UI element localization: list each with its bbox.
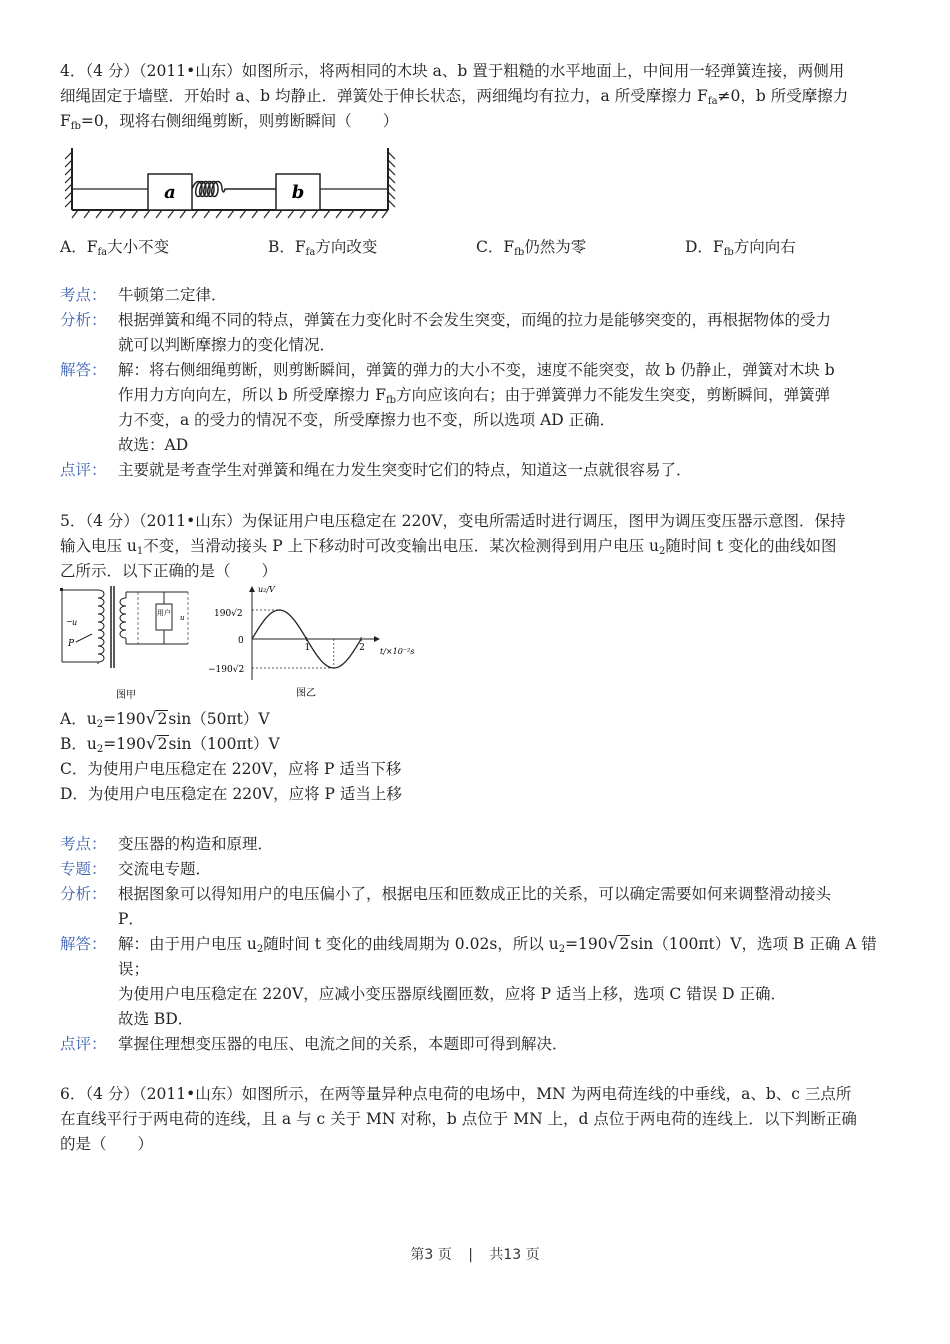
q4-figure xyxy=(64,144,398,224)
q5-kaodian: 变压器的构造和原理． xyxy=(118,835,274,853)
q4-stem-line1: 4．（4 分）（2011•山东）如图所示，将两相同的木块 a、b 置于粗糙的水平地面上，中间用一轻弹簧连接，两侧用 xyxy=(60,62,845,80)
q4-kaodian-label: 考点： xyxy=(60,286,107,304)
q4-fenxi-line2: 就可以判断摩擦力的变化情况． xyxy=(118,336,336,354)
graph-zero: 0 xyxy=(238,636,244,646)
q4-stem-line3: $F_{fb}=0$，现将右侧细绳剪断，则剪断瞬间（ ） xyxy=(60,112,399,132)
user-label: 用户 xyxy=(157,609,171,617)
svg-text:P: P xyxy=(68,639,75,649)
spring-icon xyxy=(192,182,276,197)
q5-jieda-line2: 误； xyxy=(118,960,150,978)
q4-dianping-label: 点评： xyxy=(60,461,107,479)
q5-option-a: A．$u_2=190√2\sin(50\pi t)V$ xyxy=(60,709,270,730)
q4-stem-line2: 细绳固定于墙壁．开始时 a、b 均静止．弹簧处于伸长状态，两细绳均有拉力，a 所受摩擦力 $F_{fa}\ne 0$，b 所受摩擦力 xyxy=(60,87,849,107)
graph-x-tick-label: 2 xyxy=(359,643,365,653)
q5-dianping: 掌握住理想变压器的电压、电流之间的关系，本题即可得到解决． xyxy=(118,1035,568,1053)
q5-stem-line3: 乙所示．以下正确的是（ ） xyxy=(60,562,278,580)
q5-stem-line1: 5．（4 分）（2011•山东）为保证用户电压稳定在 220V，变电所需适时进行调压，图甲为调压变压器示意图．保持 xyxy=(60,512,846,530)
q5-option-b: B．$u_2=190√2\sin(100\pi t)V$ xyxy=(60,734,280,755)
fig1-caption: 图甲 xyxy=(116,690,136,701)
q4-option-a: A．$F_{fa}$大小不变 xyxy=(60,238,170,258)
graph-xlabel: t/×10⁻²s xyxy=(380,647,415,656)
q4-dianping: 主要就是考查学生对弹簧和绳在力发生突变时它们的特点，知道这一点就很容易了． xyxy=(118,461,692,479)
q4-option-c: C．$F_{fb}$仍然为零 xyxy=(476,238,587,258)
q6-stem-line1: 6．（4 分）（2011•山东）如图所示，在两等量异种点电荷的电场中，MN 为两电荷连线的中垂线，a、b、c 三点所 xyxy=(60,1085,852,1103)
q4-jieda-line4: 故选：AD xyxy=(118,436,189,454)
q4-jieda-line2: 作用力方向向左，所以 b 所受摩擦力 $F_{fb}$方向应该向右；由于弹簧弹力不能发生突变，剪断瞬间，弹簧弹 xyxy=(118,386,831,406)
q4-jieda-label: 解答： xyxy=(60,361,107,379)
footer-separator: | xyxy=(468,1247,473,1263)
q5-zhuanti-label: 专题： xyxy=(60,860,107,878)
svg-text:u: u xyxy=(72,618,78,627)
q6-stem-line2: 在直线平行于两电荷的连线，且 a 与 c 关于 MN 对称，b 点位于 MN 上，d 点位于两电荷的连线上．以下判断正确 xyxy=(60,1110,857,1128)
graph-ymin: −190√2 xyxy=(208,665,245,675)
q5-voltage-graph xyxy=(200,582,450,706)
fig2-caption: 图乙 xyxy=(296,688,316,699)
q5-stem-line2: 输入电压 $u_1$不变，当滑动接头 P 上下移动时可改变输出电压．某次检测得到用户电压 $u_2$随时间 t 变化的曲线如图 xyxy=(60,537,837,557)
q4-jieda-line3: 力不变，a 的受力的情况不变，所受摩擦力也不变，所以选项 AD 正确． xyxy=(118,411,616,429)
primary-coil-icon xyxy=(98,590,104,662)
page-footer xyxy=(0,1244,950,1264)
q5-jieda-label: 解答： xyxy=(60,935,107,953)
graph-x-tick-label: 1 xyxy=(304,643,311,653)
secondary-coil-icon xyxy=(120,598,126,638)
q4-option-b: B．$F_{fa}$方向改变 xyxy=(268,238,378,258)
q5-fenxi-label: 分析： xyxy=(60,885,107,903)
q5-jieda-line1: 解：由于用户电压 $u_2$随时间 t 变化的曲线周期为 0.02s，所以 $u_2=190√2\sin(100\pi t)V$，选项 B 正确 A 错 xyxy=(118,934,877,955)
graph-ylabel: u₂/V xyxy=(258,585,275,594)
q6-stem-line3: 的是（ ） xyxy=(60,1135,154,1153)
q5-option-c: C．为使用户电压稳定在 220V，应将 P 适当下移 xyxy=(60,760,402,778)
q5-dianping-label: 点评： xyxy=(60,1035,107,1053)
q5-fenxi-line2: P． xyxy=(118,910,144,928)
svg-text:~: ~ xyxy=(66,617,73,626)
svg-text:a: a xyxy=(164,182,176,203)
q5-transformer-figure xyxy=(58,584,208,706)
page-number: 第3 页 xyxy=(410,1247,452,1263)
q5-fenxi-line1: 根据图象可以得知用户的电压偏小了，根据电压和匝数成正比的关系，可以确定需要如何来调整滑动接头 xyxy=(118,885,832,903)
q5-jieda-line4: 故选 BD． xyxy=(118,1010,194,1028)
q4-jieda-line1: 解：将右侧细绳剪断，则剪断瞬间，弹簧的弹力的大小不变，速度不能突变，故 b 仍静止，弹簧对木块 b xyxy=(118,361,835,379)
q4-option-d: D．$F_{fb}$方向向右 xyxy=(685,238,796,258)
q4-fenxi-label: 分析： xyxy=(60,311,107,329)
q5-zhuanti: 交流电专题． xyxy=(118,860,212,878)
q5-kaodian-label: 考点： xyxy=(60,835,107,853)
q5-jieda-line3: 为使用户电压稳定在 220V，应减小变压器原线圈匝数，应将 P 适当上移，选项 C 错误 D 正确． xyxy=(118,985,786,1003)
q4-fenxi-line1: 根据弹簧和绳不同的特点，弹簧在力变化时不会发生突变，而绳的拉力是能够突变的，再根据物体的受力 xyxy=(118,311,832,329)
q4-kaodian: 牛顿第二定律． xyxy=(118,286,227,304)
svg-text:b: b xyxy=(291,182,305,203)
svg-text:u: u xyxy=(180,614,185,622)
page-total: 共13 页 xyxy=(489,1247,540,1263)
graph-ymax: 190√2 xyxy=(214,609,243,619)
q5-option-d: D．为使用户电压稳定在 220V，应将 P 适当上移 xyxy=(60,785,402,803)
